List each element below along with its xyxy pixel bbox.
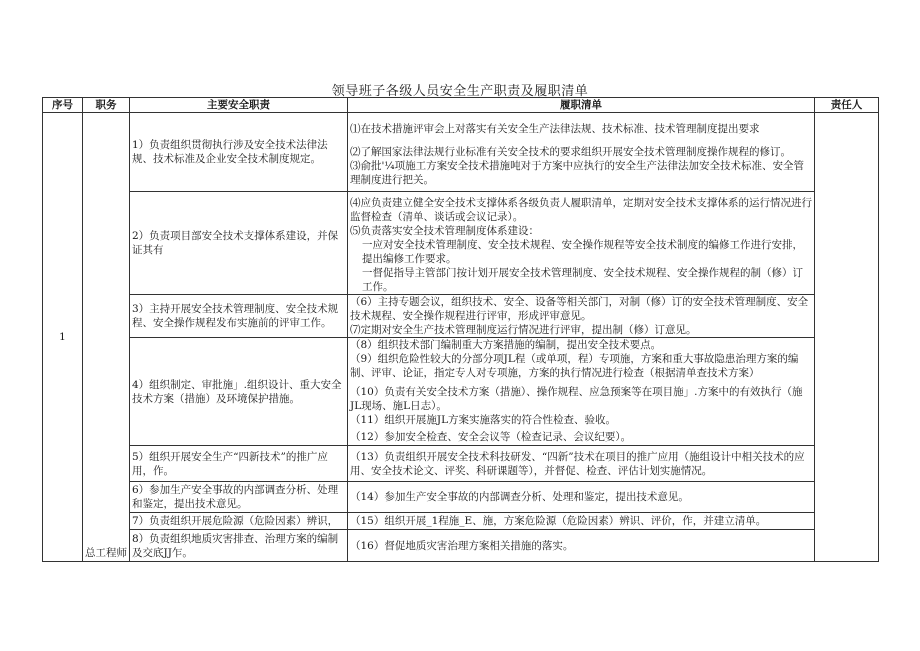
table-header-row bbox=[43, 98, 879, 113]
owner-cell bbox=[815, 113, 879, 562]
main-duty-4: 4）组织制定、审批施」.组织设计、重大安全技术方案（措施）及环境保护措施。 bbox=[130, 338, 348, 446]
main-duty-7: 7）负责组织开展危险源（危险因素）辨识， bbox=[130, 513, 348, 530]
duty-item: （15）组织开展_1程施_E、施，方案危险源（危险因素）辨识、评价，作，并建立清单。 bbox=[350, 515, 767, 527]
duty-list-5 bbox=[348, 446, 815, 482]
main-duty-2: 2）负责项目部安全技术支撑体系建设，并保证其有 bbox=[130, 192, 348, 295]
duty-item: （11）组织开展施JL方案实施落实的符合性检查、验收。 bbox=[350, 414, 617, 426]
duty-table bbox=[42, 97, 879, 562]
main-duty-8: 8）负责组织地质灾害排查、治理方案的编制及交底JJ乍。 bbox=[130, 530, 348, 562]
duty-list-8 bbox=[348, 530, 815, 562]
table-row bbox=[43, 192, 879, 295]
duty-item: ⑶俞批'¼项施工方案安全技术措施吨对于方案中应执行的安全生产法律法加安全技术标准、安全管理制度进行把关。 bbox=[350, 160, 805, 186]
duty-item: ⑵了解国家法律法规行业标准有关安全技术的要求组织开展安全技术管理制度操作规程的修订。 bbox=[350, 146, 791, 158]
document-title: 领导班子各级人员安全生产职责及履职清单 bbox=[331, 84, 589, 99]
table-row bbox=[43, 513, 879, 530]
table-row bbox=[43, 113, 879, 192]
row-number: 1 bbox=[43, 113, 83, 562]
table-row bbox=[43, 295, 879, 338]
main-duty-3: 3）主持开展安全技术管理制度、安全技术规程、安全操作规程发布实施前的评审工作。 bbox=[130, 295, 348, 338]
duty-item: （12）参加安全检查、安全会议等（检查记录、会议纪要）。 bbox=[350, 431, 632, 443]
duty-item: （8）组织技术部门编制重大方案措施的编制，提出安全技术要点。 bbox=[350, 339, 662, 351]
duty-list-7 bbox=[348, 513, 815, 530]
duty-item: （9）组织危险性较大的分部分项JL程（或单项，程）专项施，方案和重大事故隐患治理方案的编制、评审、论证，指定专人对专项施，方案的执行情况进行检查（根据清单查技术方案） bbox=[350, 353, 799, 379]
table-row bbox=[43, 530, 879, 562]
header-duty-list: 履职清单 bbox=[348, 98, 815, 113]
duty-item: ⑺定期对安全生产技术管理制度运行情况进行评审，提出制（修）订意见。 bbox=[350, 324, 697, 336]
main-duty-6: 6）参加生产安全事故的内部调查分析、处理和鉴定，提出技术意见。 bbox=[130, 482, 348, 513]
header-number: 序号 bbox=[43, 98, 83, 113]
table-row bbox=[43, 338, 879, 446]
duty-list-6 bbox=[348, 482, 815, 513]
table-row bbox=[43, 446, 879, 482]
header-main-duties: 主要安全职责 bbox=[130, 98, 348, 113]
table-row bbox=[43, 482, 879, 513]
duty-item: （14）参加生产安全事故的内部调查分析、处理和鉴定，提出技术意见。 bbox=[350, 491, 689, 503]
duty-item: （10）负责有关安全技术方案（措施）、操作规程、应急预案等在项目施」.方案中的有效执行（施JL现场、施L日志）。 bbox=[350, 386, 803, 412]
main-duty-5: 5）组织开展安全生产“四新技术”的推广应用，作。 bbox=[130, 446, 348, 482]
duty-list-4 bbox=[348, 338, 815, 446]
header-owner: 责任人 bbox=[815, 98, 879, 113]
duty-item: ⑴在技术措施评审会上对落实有关安全生产法律法规、技术标准、技术管理制度提出要求 bbox=[350, 123, 760, 135]
duty-list-3 bbox=[348, 295, 815, 338]
duty-item: ⑸负责落实安全技术管理制度体系建设： bbox=[350, 225, 539, 237]
duty-item: （13）负责组织开展安全技术科技研发、“四新”技术在项目的推广应用（施组设计中相关技术的应用、安全技术论文、评奖、科研课题等），并督促、检查、评估计划实施情况。 bbox=[350, 450, 805, 477]
row-role: 总工程师 bbox=[83, 113, 130, 562]
header-role: 职务 bbox=[83, 98, 130, 113]
duty-item: （16）督促地质灾害治理方案相关措施的落实。 bbox=[350, 539, 574, 552]
duty-item: （6）主持专题会议，组织技术、安全、设备等相关部门，对制（修）订的安全技术管理制度、安全技术规程、安全操作规程进行评审，形成评审意见。 bbox=[350, 296, 809, 322]
duty-item: 一应对安全技术管理制度、安全技术规程、安全操作规程等安全技术制度的编修工作进行安排，提出编修工作要求。 bbox=[362, 239, 803, 265]
main-duty-1: 1）负责组织贯彻执行涉及安全技术法律法规、技术标准及企业安全技术制度规定。 bbox=[130, 113, 348, 192]
duty-item: 一督促指导主管部门按计划开展安全技术管理制度、安全技术规程、安全操作规程的制（修）订工作。 bbox=[362, 267, 803, 293]
duty-list-2 bbox=[348, 192, 815, 295]
duty-list-1 bbox=[348, 113, 815, 192]
duty-item: ⑷应负责建立健全安全技术支撑体系各级负责人履职清单，定期对安全技术支撑体系的运行情况进行监督检查（清单、谈话或会议记录）。 bbox=[350, 197, 812, 223]
